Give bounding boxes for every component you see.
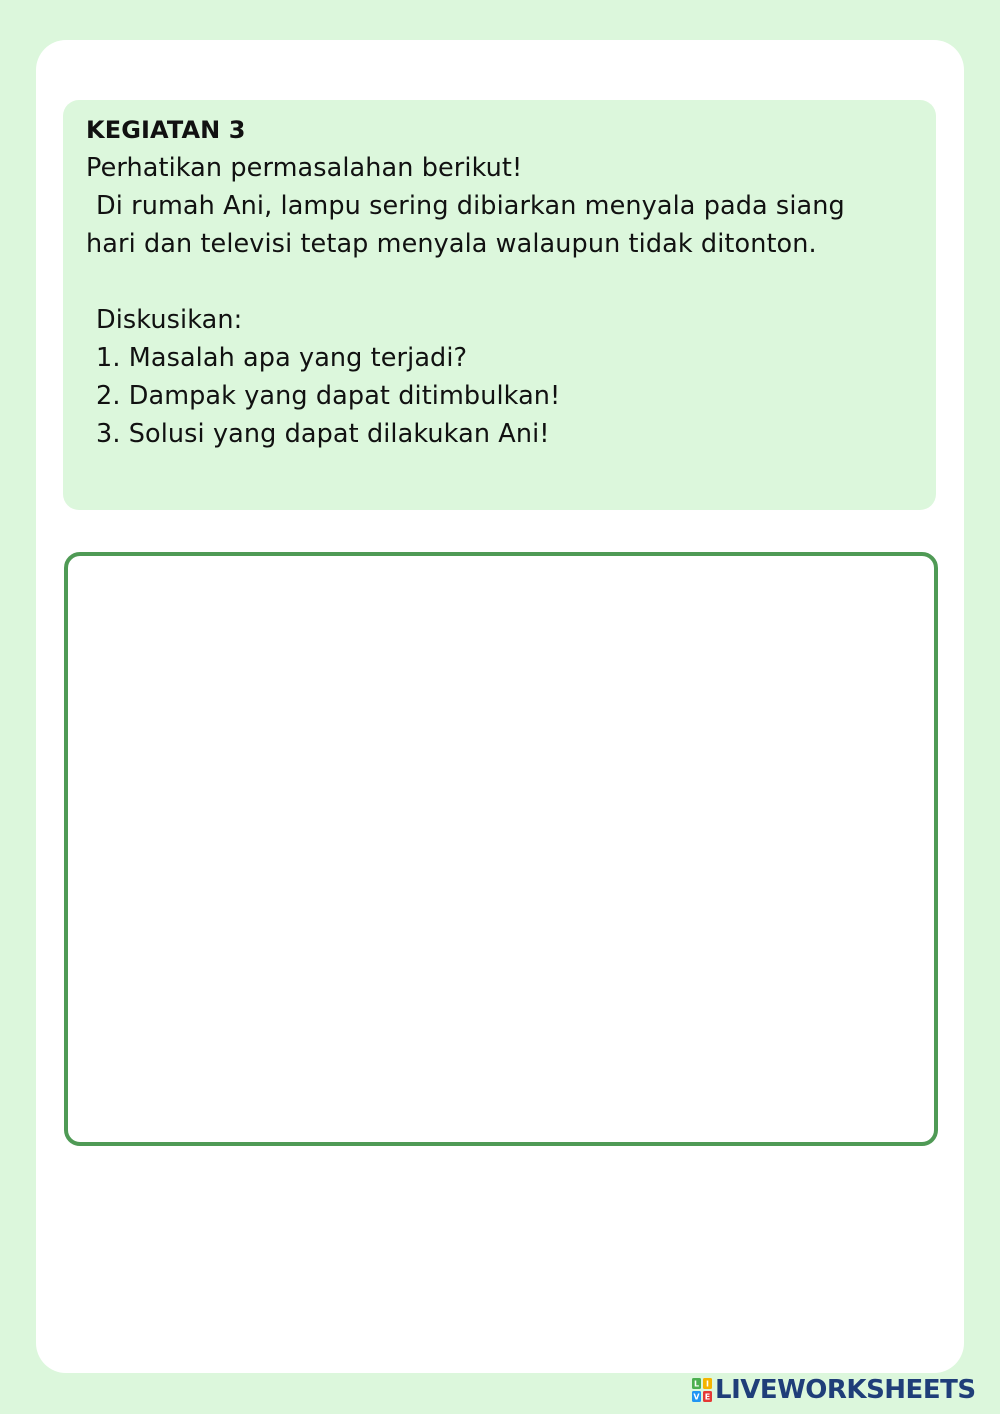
- liveworksheets-logo-icon: [692, 1378, 712, 1402]
- liveworksheets-brand: [692, 1375, 976, 1405]
- svg-text:E: E: [704, 1392, 711, 1402]
- task-intro: Perhatikan permasalahan berikut!: [86, 153, 523, 183]
- question-3: 3. Solusi yang dapat dilakukan Ani!: [96, 419, 550, 449]
- question-2: 2. Dampak yang dapat ditimbulkan!: [96, 381, 561, 411]
- discuss-label: Diskusikan:: [96, 305, 243, 335]
- svg-text:L: L: [693, 1379, 700, 1389]
- task-title: KEGIATAN 3: [86, 116, 246, 144]
- question-1: 1. Masalah apa yang terjadi?: [96, 343, 468, 373]
- svg-text:I: I: [706, 1379, 709, 1389]
- answer-textarea[interactable]: [64, 552, 938, 1146]
- blank-line: [86, 263, 906, 301]
- task-content: [86, 111, 906, 453]
- problem-line-1: Di rumah Ani, lampu sering dibiarkan menyala pada siang: [96, 191, 845, 221]
- svg-text:V: V: [693, 1392, 700, 1402]
- problem-line-2: hari dan televisi tetap menyala walaupun tidak ditonton.: [86, 229, 817, 259]
- brand-name: LIVEWORKSHEETS: [715, 1375, 976, 1405]
